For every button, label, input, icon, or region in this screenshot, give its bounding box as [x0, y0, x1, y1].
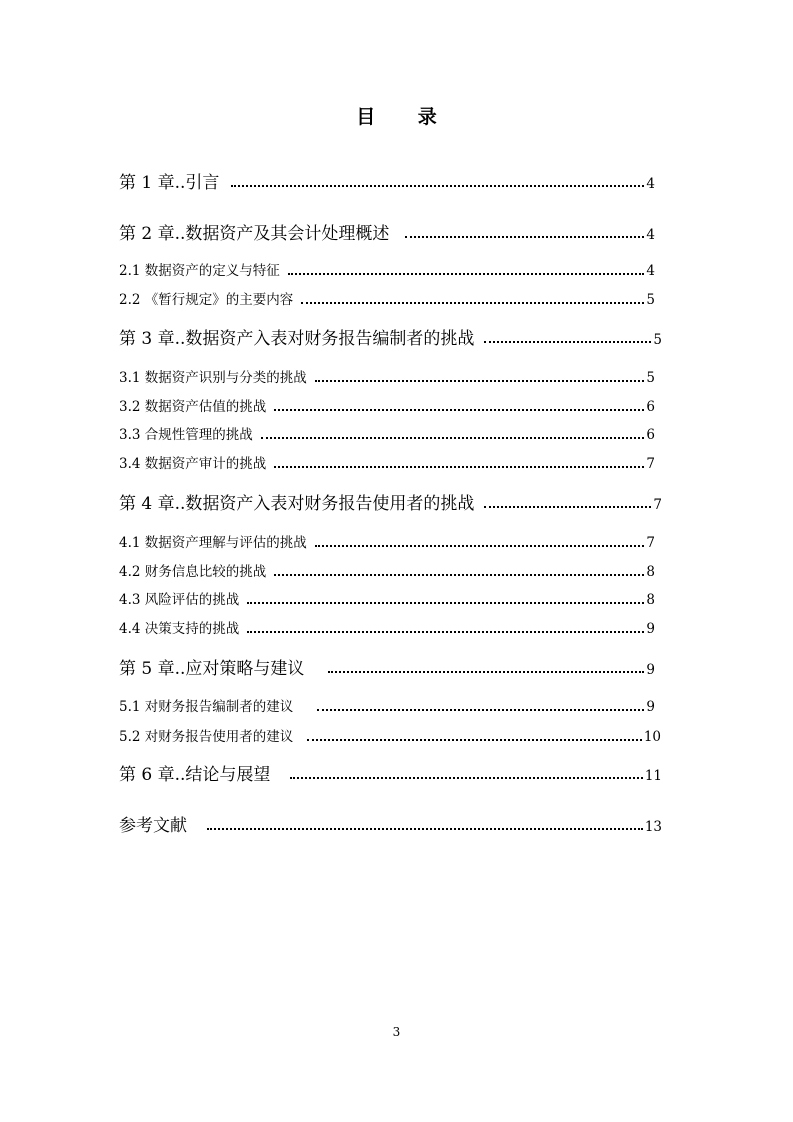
toc-entry-label: 第 2 章..数据资产及其会计处理概述 — [119, 224, 390, 244]
toc-dot-leader — [231, 184, 644, 187]
toc-entry-page-number: 8 — [646, 592, 655, 608]
toc-entry-page-number: 11 — [644, 768, 662, 784]
toc-entry-page-number: 4 — [646, 176, 655, 192]
toc-entry-chapter-5[interactable] — [119, 657, 655, 681]
toc-dot-leader — [484, 340, 651, 343]
toc-entry-label: 3.4 数据资产审计的挑战 — [119, 456, 267, 472]
toc-entry-section-4-1[interactable] — [119, 533, 655, 553]
toc-entry-page-number: 7 — [646, 535, 655, 551]
toc-dot-leader — [274, 465, 644, 468]
toc-dot-leader — [315, 379, 645, 382]
toc-dot-leader — [247, 630, 644, 633]
toc-entry-page-number: 8 — [646, 564, 655, 580]
toc-entry-page-number: 4 — [646, 263, 655, 279]
toc-entry-label: 3.1 数据资产识别与分类的挑战 — [119, 370, 307, 386]
toc-entry-page-number: 9 — [646, 621, 655, 637]
toc-entry-label: 3.3 合规性管理的挑战 — [119, 427, 253, 443]
toc-dot-leader — [288, 272, 645, 275]
toc-entry-page-number: 9 — [646, 662, 655, 678]
toc-entry-label: 第 5 章..应对策略与建议 — [119, 659, 305, 679]
toc-entry-section-3-3[interactable] — [119, 425, 655, 445]
toc-entry-chapter-4[interactable] — [119, 492, 662, 516]
toc-entry-chapter-1[interactable] — [119, 171, 655, 195]
toc-entry-section-4-3[interactable] — [119, 590, 655, 610]
toc-dot-leader — [315, 544, 645, 547]
toc-entry-page-number: 13 — [644, 819, 662, 835]
toc-entry-page-number: 6 — [646, 427, 655, 443]
toc-entry-page-number: 4 — [646, 227, 655, 243]
toc-entry-section-2-1[interactable] — [119, 261, 655, 281]
toc-entry-label: 2.2 《暂行规定》的主要内容 — [119, 292, 294, 308]
toc-entry-section-5-1[interactable] — [119, 697, 655, 717]
toc-entry-label: 4.3 风险评估的挑战 — [119, 592, 240, 608]
toc-entry-page-number: 7 — [646, 456, 655, 472]
toc-dot-leader — [290, 776, 642, 779]
toc-dot-leader — [207, 827, 643, 830]
toc-entry-label: 第 1 章..引言 — [119, 173, 220, 193]
toc-dot-leader — [261, 436, 645, 439]
toc-entry-section-3-2[interactable] — [119, 397, 655, 417]
toc-dot-leader — [484, 505, 651, 508]
toc-entry-page-number: 6 — [646, 399, 655, 415]
page-number-footer: 3 — [392, 1025, 401, 1039]
toc-entry-label: 5.2 对财务报告使用者的建议 — [119, 729, 294, 745]
toc-entry-page-number: 5 — [646, 292, 655, 308]
toc-entry-page-number: 9 — [646, 699, 655, 715]
toc-dot-leader — [247, 601, 644, 604]
toc-dot-leader — [317, 708, 644, 711]
toc-entry-section-3-4[interactable] — [119, 454, 655, 474]
toc-entry-section-3-1[interactable] — [119, 368, 655, 388]
toc-entry-chapter-2[interactable] — [119, 222, 655, 246]
toc-entry-label: 4.1 数据资产理解与评估的挑战 — [119, 535, 307, 551]
toc-entry-label: 4.4 决策支持的挑战 — [119, 621, 240, 637]
toc-entry-section-4-2[interactable] — [119, 562, 655, 582]
toc-entry-page-number: 5 — [653, 332, 662, 348]
toc-entry-label: 2.1 数据资产的定义与特征 — [119, 263, 280, 279]
toc-entry-label: 第 4 章..数据资产入表对财务报告使用者的挑战 — [119, 494, 475, 514]
toc-entry-page-number: 10 — [643, 729, 661, 745]
toc-entry-label: 第 3 章..数据资产入表对财务报告编制者的挑战 — [119, 329, 475, 349]
toc-entry-chapter-6[interactable] — [119, 763, 662, 787]
toc-entry-label: 参考文献 — [119, 816, 187, 836]
toc-entry-label: 第 6 章..结论与展望 — [119, 765, 271, 785]
toc-dot-leader — [301, 301, 644, 304]
toc-dot-leader — [328, 670, 644, 673]
toc-entry-label: 5.1 对财务报告编制者的建议 — [119, 699, 294, 715]
toc-entry-section-4-4[interactable] — [119, 619, 655, 639]
toc-dot-leader — [274, 408, 644, 411]
toc-entry-page-number: 5 — [646, 370, 655, 386]
toc-dot-leader — [274, 573, 644, 576]
toc-dot-leader — [405, 235, 644, 238]
toc-entry-label: 4.2 财务信息比较的挑战 — [119, 564, 267, 580]
toc-entry-section-5-2[interactable] — [119, 727, 661, 747]
toc-entry-references[interactable] — [119, 814, 662, 838]
toc-entry-section-2-2[interactable] — [119, 290, 655, 310]
toc-entry-page-number: 7 — [653, 497, 662, 513]
toc-entry-chapter-3[interactable] — [119, 327, 662, 351]
toc-dot-leader — [307, 738, 642, 741]
toc-title: 目 录 — [356, 106, 455, 128]
toc-entry-label: 3.2 数据资产估值的挑战 — [119, 399, 267, 415]
